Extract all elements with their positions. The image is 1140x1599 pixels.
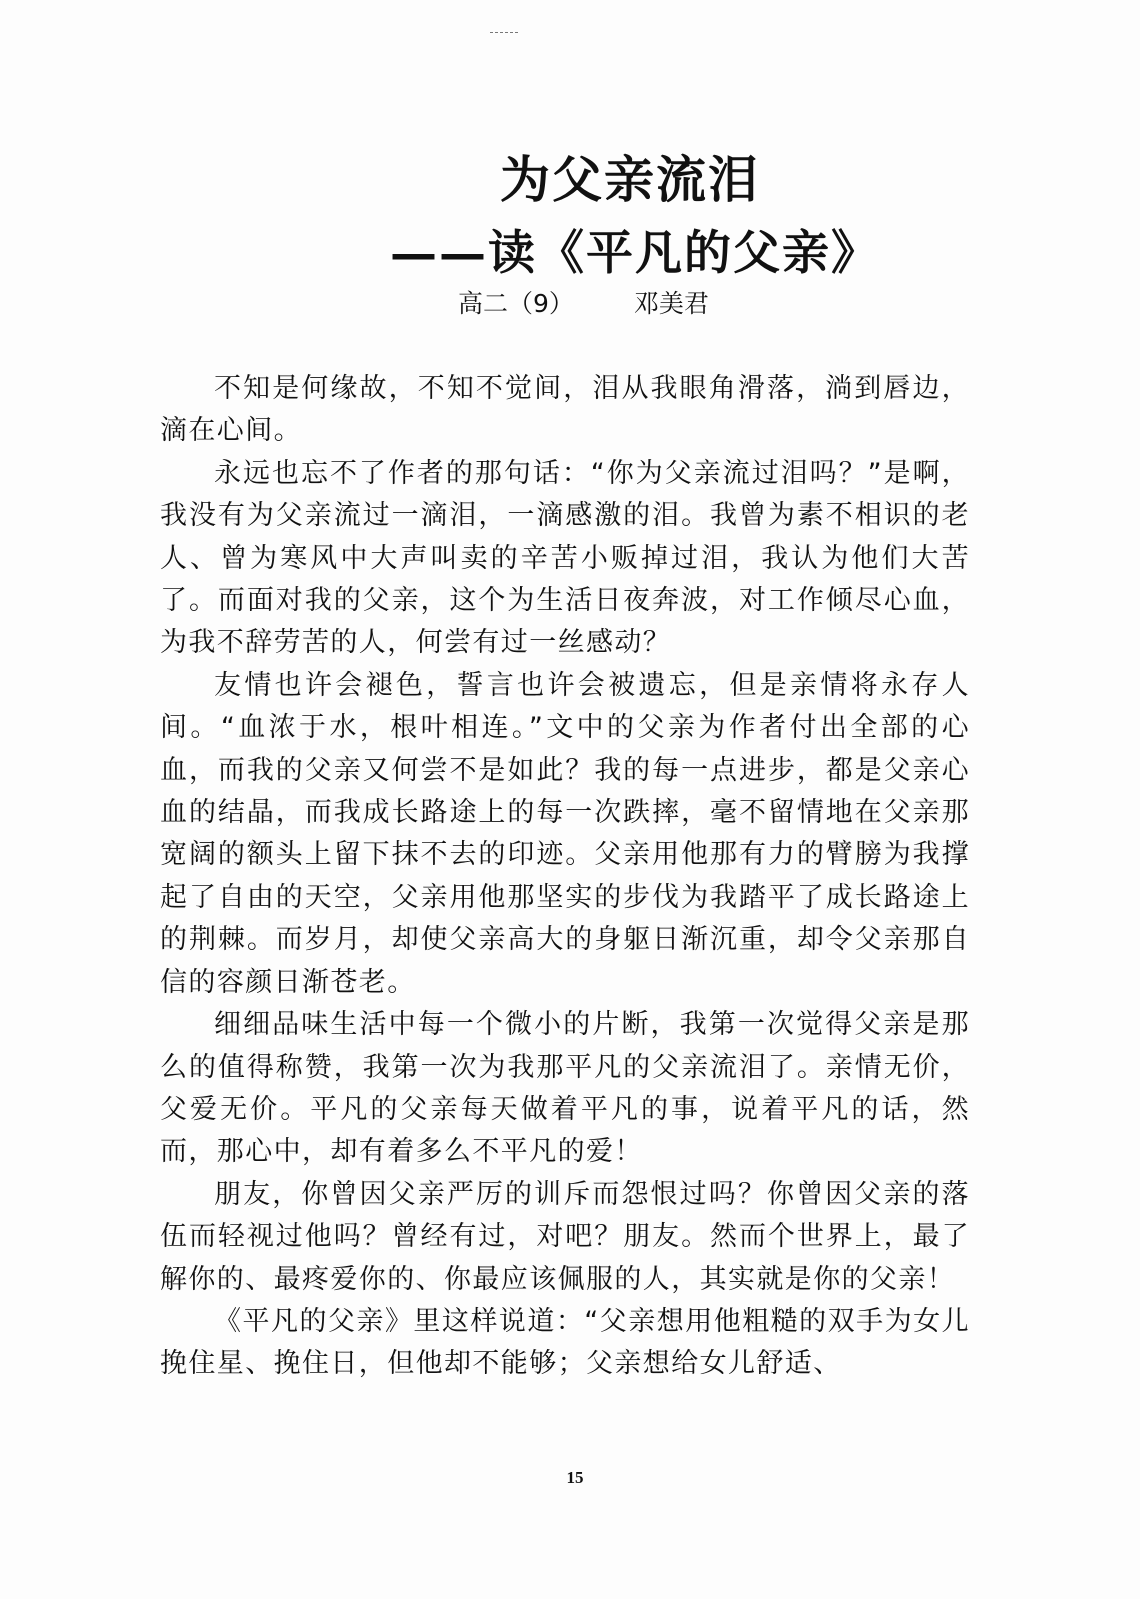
paragraph: 《平凡的父亲》里这样说道：“父亲想用他粗糙的双手为女儿挽住星、挽住日，但他却不能够；父亲想给女儿舒适、 (160, 1305, 970, 1380)
article-subtitle: ——读《平凡的父亲》 (390, 226, 880, 281)
paragraph: 不知是何缘故，不知不觉间，泪从我眼角滑落，淌到唇边，滴在心间。 (160, 373, 970, 447)
author-class: 高二（9） (458, 289, 574, 318)
author-name: 邓美君 (633, 289, 709, 318)
byline (458, 286, 709, 322)
article-title: 为父亲流泪 (500, 150, 760, 209)
paragraph: 永远也忘不了作者的那句话：“你为父亲流过泪吗？”是啊，我没有为父亲流过一滴泪，一滴感激的泪。我曾为素不相识的老人、曾为寒风中大声叫卖的辛苦小贩掉过泪，我认为他们大苦了。而面对我的父亲，这个为生活日夜奔波，对工作倾尽心血，为我不辞劳苦的人，何尝有过一丝感动？ (160, 457, 970, 659)
paragraph: 朋友，你曾因父亲严厉的训斥而怨恨过吗？你曾因父亲的落伍而轻视过他吗？曾经有过，对吧？朋友。然而个世界上，最了解你的、最疼爱你的、你最应该佩服的人，其实就是你的父亲！ (160, 1178, 970, 1295)
paragraph: 友情也许会褪色，誓言也许会被遗忘，但是亲情将永存人间。“血浓于水，根叶相连。”文中的父亲为作者付出全部的心血，而我的父亲又何尝不是如此？我的每一点进步，都是父亲心血的结晶，而我成长路途上的每一次跌摔，毫不留情地在父亲那宽阔的额头上留下抹不去的印迹。父亲用他那有力的臂膀为我撑起了自由的天空，父亲用他那坚实的步伐为我踏平了成长路途上的荆棘。而岁月，却使父亲高大的身躯日渐沉重，却令父亲那自信的容颜日渐苍老。 (160, 669, 970, 998)
article-body (160, 368, 970, 1386)
scan-artifact (490, 32, 518, 35)
page-number: 15 (566, 1468, 584, 1487)
paragraph: 细细品味生活中每一个微小的片断，我第一次觉得父亲是那么的值得称赞，我第一次为我那平凡的父亲流泪了。亲情无价，父爱无价。平凡的父亲每天做着平凡的事，说着平凡的话，然而，那心中，却有着多么不平凡的爱！ (160, 1009, 970, 1168)
